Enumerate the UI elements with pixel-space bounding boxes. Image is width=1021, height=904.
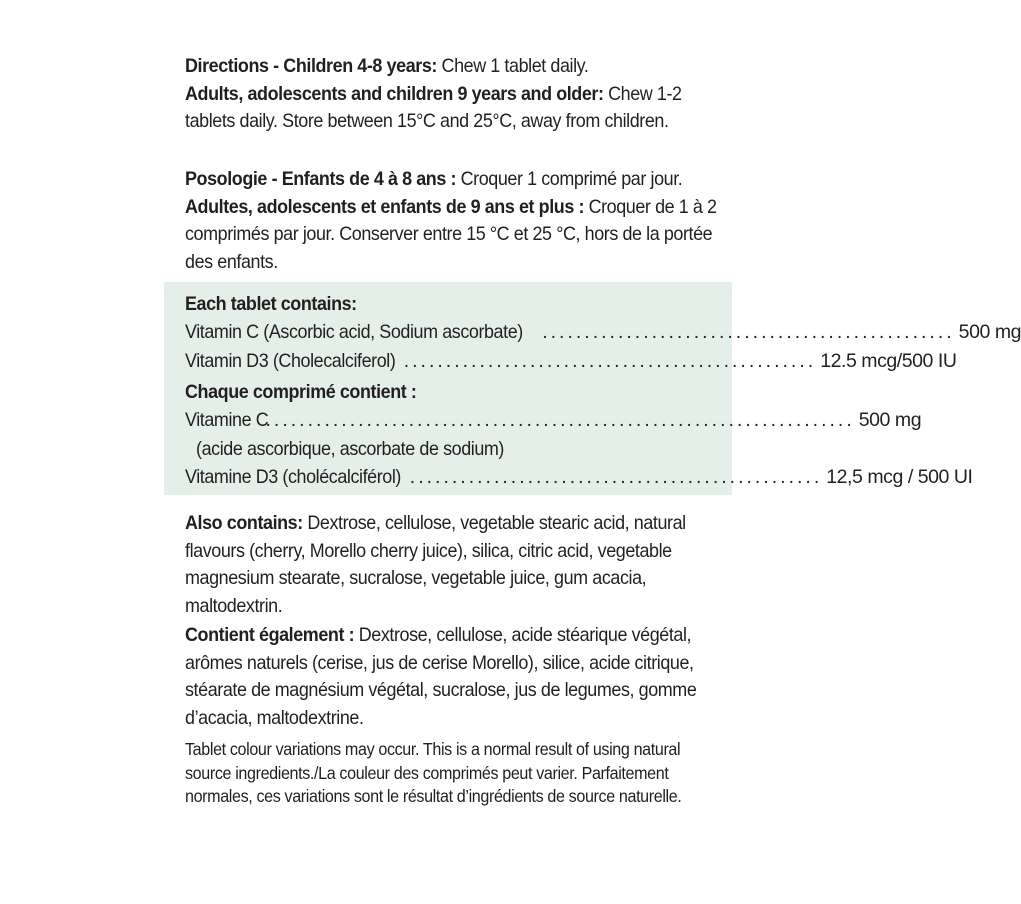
directions-adults-label: Adults, adolescents and children 9 years and older: bbox=[185, 82, 604, 105]
also-contains-english-text bbox=[185, 510, 728, 620]
directions-english bbox=[185, 53, 730, 136]
directions-french bbox=[185, 166, 730, 276]
ingredient-amount: 500 mg bbox=[958, 321, 1021, 343]
directions-french-text bbox=[185, 166, 728, 276]
ingredient-name: Vitamine D3 (cholécalciférol) bbox=[185, 466, 401, 488]
ingredient-name: Vitamin D3 (Cholecalciferol) bbox=[185, 349, 396, 372]
ingredient-amount: 500 mg bbox=[858, 409, 922, 431]
directions-english-text bbox=[185, 53, 728, 136]
ingredient-name: Vitamine C bbox=[185, 409, 269, 431]
each-tablet-title: Each tablet contains: bbox=[185, 293, 357, 315]
also-contains-english bbox=[185, 510, 730, 620]
ingredient-name: Vitamin C (Ascorbic acid, Sodium ascorbate) bbox=[185, 321, 523, 343]
posologie-adults-text: Croquer de 1 à 2 comprimés par jour. Conserver entre 15 °C et 25 °C, hors de la portée des enfants. bbox=[185, 195, 717, 273]
ingredients-panel bbox=[164, 282, 1021, 495]
chaque-comprime-title: Chaque comprimé contient : bbox=[185, 381, 417, 403]
directions-children-text: Chew 1 tablet daily. bbox=[436, 55, 589, 77]
also-contains-french-text bbox=[185, 622, 728, 732]
also-contains-text: Dextrose, cellulose, vegetable stearic acid, natural flavours (cherry, Morello cherry juice), silica, citric acid, vegetable magnesium stearate, sucralose, vegetable juice, gum acacia, maltodextrin. bbox=[185, 512, 686, 617]
also-contains-french bbox=[185, 622, 730, 732]
ingredients-panel-content bbox=[185, 291, 1021, 492]
dot-leader: ................................................. bbox=[542, 321, 955, 343]
ingredient-row bbox=[185, 347, 957, 376]
contient-label: Contient également : bbox=[185, 624, 355, 646]
posologie-adults-label: Adultes, adolescents et enfants de 9 ans et plus : bbox=[185, 195, 585, 218]
ingredient-row bbox=[185, 463, 973, 492]
dot-leader: ................................................. bbox=[403, 349, 817, 372]
posologie-children-text: Croquer 1 comprimé par jour. bbox=[456, 168, 683, 190]
ingredient-amount: 12,5 mcg / 500 UI bbox=[826, 466, 973, 488]
dot-leader: ...................................................................... bbox=[265, 409, 855, 431]
ingredient-row bbox=[185, 318, 1021, 347]
dot-leader: ................................................. bbox=[409, 466, 823, 488]
ingredient-amount: 12.5 mcg/500 IU bbox=[820, 349, 957, 372]
ingredient-subtext: (acide ascorbique, ascorbate de sodium) bbox=[196, 437, 504, 460]
directions-children-label: Directions - Children 4-8 years: bbox=[185, 55, 437, 77]
posologie-children-label: Posologie - Enfants de 4 à 8 ans : bbox=[185, 168, 457, 190]
directions-adults-text: Chew 1-2 tablets daily. Store between 15°C and 25°C, away from children. bbox=[185, 82, 682, 132]
also-contains-label: Also contains: bbox=[185, 512, 303, 534]
colour-variation-note: Tablet colour variations may occur. This is a normal result of using natural source ingredients./La couleur des comprimés peut varier. Parfaitement normales, ces variations sont le résultat d’ingrédients de source naturelle. bbox=[185, 739, 682, 806]
contient-text: Dextrose, cellulose, acide stéarique végétal, arômes naturels (cerise, jus de cerise Morello), silice, acide citrique, stéarate de magnésium végétal, sucralose, jus de legumes, gomme d’acacia, maltodextrine. bbox=[185, 624, 697, 729]
ingredient-row bbox=[185, 406, 922, 435]
